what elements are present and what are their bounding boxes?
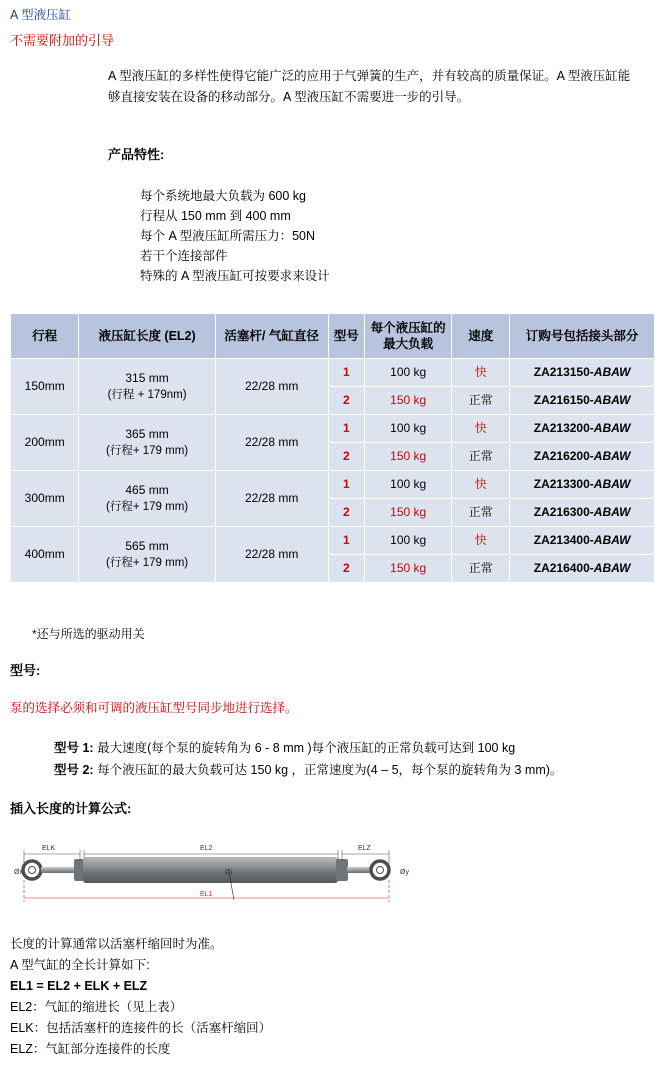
- table-row: [11, 527, 655, 555]
- cell-length-main: 565 mm: [125, 538, 169, 553]
- order-code-suffix: ABAW: [593, 533, 631, 547]
- col-rod-diameter: 活塞杆/ 气缸直径: [215, 314, 328, 359]
- cell-max-load: 100 kg: [365, 359, 452, 387]
- cell-type: 1: [328, 527, 365, 555]
- cell-max-load: 100 kg: [365, 471, 452, 499]
- cell-travel: 400mm: [11, 527, 79, 583]
- order-code-suffix: ABAW: [593, 561, 631, 575]
- cell-speed: 快: [452, 527, 510, 555]
- cell-length-main: 365 mm: [125, 426, 169, 441]
- bottom-line: ELK：包括活塞杆的连接件的长（活塞杆缩回）: [10, 1021, 272, 1035]
- model-2-label: 型号 2:: [54, 763, 94, 777]
- cell-order-code: [510, 527, 655, 555]
- order-code-suffix: ABAW: [593, 449, 631, 463]
- label-diameter-j: Øj: [225, 869, 232, 876]
- bottom-line: EL1 = EL2 + ELK + ELZ: [10, 979, 148, 993]
- cell-rod-diameter: 22/28 mm: [215, 359, 328, 415]
- cell-type: 1: [328, 359, 365, 387]
- order-code-base: ZA213200-: [533, 421, 594, 435]
- cell-order-code: [510, 471, 655, 499]
- cell-speed: 正常: [452, 387, 510, 415]
- order-code-suffix: ABAW: [593, 393, 631, 407]
- model-1-text: 最大速度(每个泵的旋转角为 6 - 8 mm )每个液压缸的正常负载可达到 100 kg: [97, 741, 516, 755]
- model-2-text: 每个液压缸的最大负载可达 150 kg ，正常速度为(4 – 5，每个泵的旋转角为 3 mm)。: [97, 763, 563, 777]
- cell-cylinder-length: [79, 471, 215, 527]
- cell-cylinder-length: [79, 415, 215, 471]
- feature-item: 行程从 150 mm 到 400 mm: [140, 209, 291, 223]
- cell-order-code: [510, 499, 655, 527]
- page-subtitle: 不需要附加的引导: [10, 33, 115, 48]
- intro-paragraph: A 型液压缸的多样性使得它能广泛的应用于气弹簧的生产，并有较高的质量保证。A 型液压缸能够直接安装在设备的移动部分。A 型液压缸不需要进一步的引导。: [108, 69, 631, 104]
- col-type: 型号: [328, 314, 365, 359]
- order-code-base: ZA216200-: [533, 449, 594, 463]
- table-row: [11, 471, 655, 499]
- cylinder-diagram-svg: [10, 828, 430, 914]
- cell-speed: 正常: [452, 555, 510, 583]
- order-code-base: ZA213400-: [533, 533, 594, 547]
- col-order-code: 订购号包括接头部分: [510, 314, 655, 359]
- table-header: [11, 314, 655, 359]
- cell-type: 2: [328, 499, 365, 527]
- cell-max-load: 150 kg: [365, 443, 452, 471]
- model-notice: 泵的选择必须和可调的液压缸型号同步地进行选择。: [10, 701, 298, 715]
- cell-length-sub: (行程+ 179 mm): [106, 500, 189, 513]
- col-max-load: 每个液压缸的最大负载: [365, 314, 452, 359]
- formula-heading: 插入长度的计算公式:: [10, 801, 132, 816]
- label-diameter-y: Øy: [400, 869, 409, 876]
- cylinder-diagram: [10, 828, 430, 914]
- model-1-label: 型号 1:: [54, 741, 94, 755]
- cell-length-sub: (行程+ 179 mm): [106, 556, 189, 569]
- cell-type: 2: [328, 443, 365, 471]
- cell-cylinder-length: [79, 359, 215, 415]
- table-footnote: *还与所选的驱动用关: [32, 627, 145, 641]
- rear-rod: [347, 867, 371, 873]
- piston-rod: [41, 867, 75, 873]
- cylinder-rear-cap: [336, 859, 348, 881]
- page-title: A 型液压缸: [10, 8, 72, 22]
- left-eyelet-hole: [29, 867, 36, 874]
- cell-rod-diameter: 22/28 mm: [215, 527, 328, 583]
- order-code-base: ZA213300-: [533, 477, 594, 491]
- features-heading: 产品特性:: [108, 147, 165, 162]
- bottom-line: 长度的计算通常以活塞杆缩回时为准。: [10, 937, 223, 951]
- bottom-line: EL2：气缸的缩进长（见上表）: [10, 1000, 183, 1014]
- cell-travel: 200mm: [11, 415, 79, 471]
- model-heading: 型号:: [10, 663, 41, 678]
- cell-length-main: 315 mm: [125, 370, 169, 385]
- bottom-line: ELZ：气缸部分连接件的长度: [10, 1042, 171, 1056]
- right-eyelet-hole: [377, 867, 384, 874]
- model-1-line: [54, 738, 515, 756]
- cell-type: 2: [328, 387, 365, 415]
- cell-speed: 快: [452, 415, 510, 443]
- feature-item: 若干个连接部件: [140, 249, 228, 263]
- cell-cylinder-length: [79, 527, 215, 583]
- features-list: [140, 186, 330, 286]
- cell-max-load: 150 kg: [365, 499, 452, 527]
- cell-travel: 300mm: [11, 471, 79, 527]
- cell-max-load: 100 kg: [365, 527, 452, 555]
- cell-speed: 快: [452, 471, 510, 499]
- cell-travel: 150mm: [11, 359, 79, 415]
- cell-order-code: [510, 359, 655, 387]
- cell-max-load: 150 kg: [365, 387, 452, 415]
- cell-speed: 正常: [452, 443, 510, 471]
- cell-order-code: [510, 387, 655, 415]
- feature-item: 每个系统地最大负载为 600 kg: [140, 189, 307, 203]
- cylinder-tube: [83, 857, 338, 883]
- order-code-suffix: ABAW: [593, 365, 631, 379]
- order-code-suffix: ABAW: [593, 421, 631, 435]
- order-code-base: ZA213150-: [533, 365, 594, 379]
- table-row: [11, 415, 655, 443]
- label-el1: EL1: [200, 891, 213, 898]
- feature-item: 特殊的 A 型液压缸可按要求来设计: [140, 269, 330, 283]
- bottom-explanation: [10, 934, 271, 1060]
- model-2-line: [54, 760, 562, 778]
- cylinder-end-cap: [74, 859, 84, 881]
- cell-order-code: [510, 415, 655, 443]
- cell-max-load: 150 kg: [365, 555, 452, 583]
- specification-table: [10, 313, 655, 583]
- cell-type: 1: [328, 471, 365, 499]
- col-cylinder-length: 液压缸长度 (EL2): [79, 314, 215, 359]
- cell-max-load: 100 kg: [365, 415, 452, 443]
- order-code-suffix: ABAW: [593, 477, 631, 491]
- label-diameter-x: Øx: [14, 869, 23, 876]
- label-elk: ELK: [42, 845, 56, 852]
- table-header-row: [11, 314, 655, 359]
- label-elz: ELZ: [358, 845, 371, 852]
- label-el2: EL2: [200, 845, 213, 852]
- cell-rod-diameter: 22/28 mm: [215, 471, 328, 527]
- order-code-base: ZA216400-: [533, 561, 594, 575]
- order-code-suffix: ABAW: [593, 505, 631, 519]
- col-travel: 行程: [11, 314, 79, 359]
- cell-type: 1: [328, 415, 365, 443]
- cell-rod-diameter: 22/28 mm: [215, 415, 328, 471]
- cell-length-sub: (行程 + 179nm): [107, 388, 187, 401]
- bottom-line: A 型气缸的全长计算如下:: [10, 958, 150, 972]
- order-code-base: ZA216300-: [533, 505, 594, 519]
- cell-order-code: [510, 555, 655, 583]
- table-body: [11, 359, 655, 583]
- table-row: [11, 359, 655, 387]
- cell-speed: 正常: [452, 499, 510, 527]
- cell-length-sub: (行程+ 179 mm): [106, 444, 189, 457]
- col-speed: 速度: [452, 314, 510, 359]
- cell-order-code: [510, 443, 655, 471]
- cell-length-main: 465 mm: [125, 482, 169, 497]
- order-code-base: ZA216150-: [533, 393, 594, 407]
- cell-speed: 快: [452, 359, 510, 387]
- cell-type: 2: [328, 555, 365, 583]
- feature-item: 每个 A 型液压缸所需压力：50N: [140, 229, 316, 243]
